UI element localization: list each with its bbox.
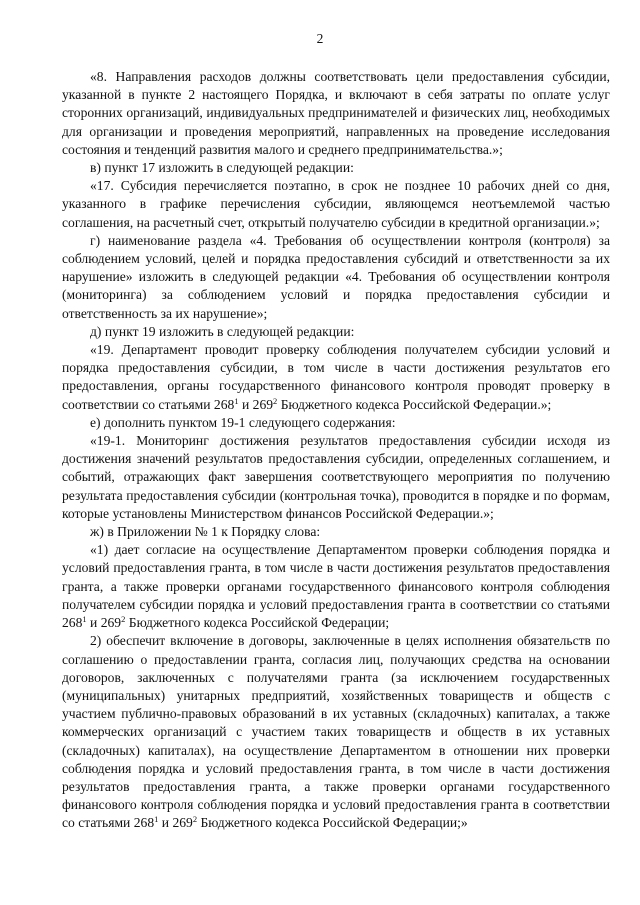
paragraph-item-19-1	[62, 432, 610, 523]
page-number: 2	[316, 31, 324, 46]
paragraph-text: д) пункт 19 изложить в следующей редакции:	[90, 323, 355, 339]
paragraph-consent-2	[62, 632, 610, 832]
superscript: 2	[273, 395, 278, 406]
paragraph-text: «19-1. Мониторинг достижения результатов предоставления субсидии исходя из достижения значений результатов предоставления субсидии, определенных соглашением, и событий, отражающих факт завершения соответствующего мероприятия по получению результата предоставления субсидии (контрольная точка), проводится в порядке и по формам, которые установлены Министерством финансов Российской Федерации.»;	[62, 433, 610, 521]
paragraph-text: «8. Направления расходов должны соответствовать цели предоставления субсидии, указанной в пункте 2 настоящего Порядка, и включают в себя затраты по оплате услуг сторонних организаций, индивидуальных предпринимателей и физических лиц, необходимых для организации и проведения мероприятий, направленных на проведение исследования состояния и тенденций развития малого и среднего предпринимательства.»;	[62, 69, 610, 157]
paragraph-text: г) наименование раздела «4. Требования об осуществлении контроля (контроля) за соблюдением условий, целей и порядка предоставления субсидий и ответственности за их нарушение» изложить в следующей редакции «4. Требования об осуществлении контроля (мониторинга) за соблюдением условий и порядка предоставления субсидии и ответственность за их нарушение»;	[62, 232, 610, 321]
paragraph-text: «19. Департамент проводит проверку соблюдения получателем субсидии условий и порядка предоставления субсидии, в том числе в части достижения результатов его предоставления, органы государственного финансового контроля проводят проверку в соответствии со статьями 268	[62, 342, 610, 412]
paragraph-text: ж) в Приложении № 1 к Порядку слова:	[90, 524, 321, 540]
paragraph-text: «1) дает согласие на осуществление Департаментом проверки соблюдения порядка и условий предоставления гранта, в том числе в части достижения результатов предоставления гранта, а также проверки органами государственного финансового контроля соблюдения получателем субсидии порядка и условий предоставления гранта в соответствии со статьями 268	[62, 542, 610, 631]
superscript: 1	[234, 395, 239, 406]
paragraph-item-19	[62, 341, 610, 414]
paragraph-text: Бюджетного кодекса Российской Федерации;»	[197, 815, 468, 831]
paragraph-consent-1	[62, 541, 610, 632]
paragraph-subitem-d	[62, 323, 610, 341]
paragraph-text: Бюджетного кодекса Российской Федерации.»;	[277, 396, 552, 412]
paragraph-text: и 269	[158, 815, 193, 831]
paragraph-text: е) дополнить пунктом 19-1 следующего содержания:	[90, 414, 396, 430]
superscript: 1	[82, 614, 87, 625]
paragraph-subitem-g	[62, 232, 610, 323]
paragraph-item-8	[62, 68, 610, 159]
paragraph-item-17	[62, 177, 610, 232]
paragraph-subitem-zh	[62, 523, 610, 541]
paragraph-subitem-v	[62, 159, 610, 177]
paragraph-text: «17. Субсидия перечисляется поэтапно, в срок не позднее 10 рабочих дней со дня, указанного в графике перечисления субсидии, являющемся неотъемлемой частью соглашения, на расчетный счет, открытый получателю субсидии в кредитной организации.»;	[62, 178, 610, 230]
superscript: 1	[154, 814, 159, 825]
superscript: 2	[121, 614, 126, 625]
paragraph-text: 2) обеспечит включение в договоры, заключенные в целях исполнения обязательств по соглашению о предоставлении гранта, согласия лиц, получающих средства на основании договоров, заключенных с получателями гранта (за исключением государственных (муниципальных) унитарных предприятий, хозяйственных товариществ и обществ с участием публично-правовых образований в их уставных (складочных) капиталах, а также коммерческих организаций с участием таких товариществ и обществ в их уставных (складочных) капиталах), на осуществление Департаментом в отношении них проверки соблюдения порядка и условий предоставления гранта, в том числе в части достижения результатов предоставления гранта, а также проверки органами государственного финансового контроля соблюдения порядка и условий предоставления гранта в соответствии со статьями 268	[62, 633, 610, 831]
paragraph-subitem-e	[62, 414, 610, 432]
superscript: 2	[192, 814, 198, 825]
paragraph-text: и 269	[86, 615, 122, 631]
paragraph-text: и 269	[238, 396, 274, 412]
paragraph-text: Бюджетного кодекса Российской Федерации;	[125, 615, 390, 631]
paragraph-text: в) пункт 17 изложить в следующей редакции:	[90, 160, 354, 176]
document-body	[62, 68, 610, 833]
